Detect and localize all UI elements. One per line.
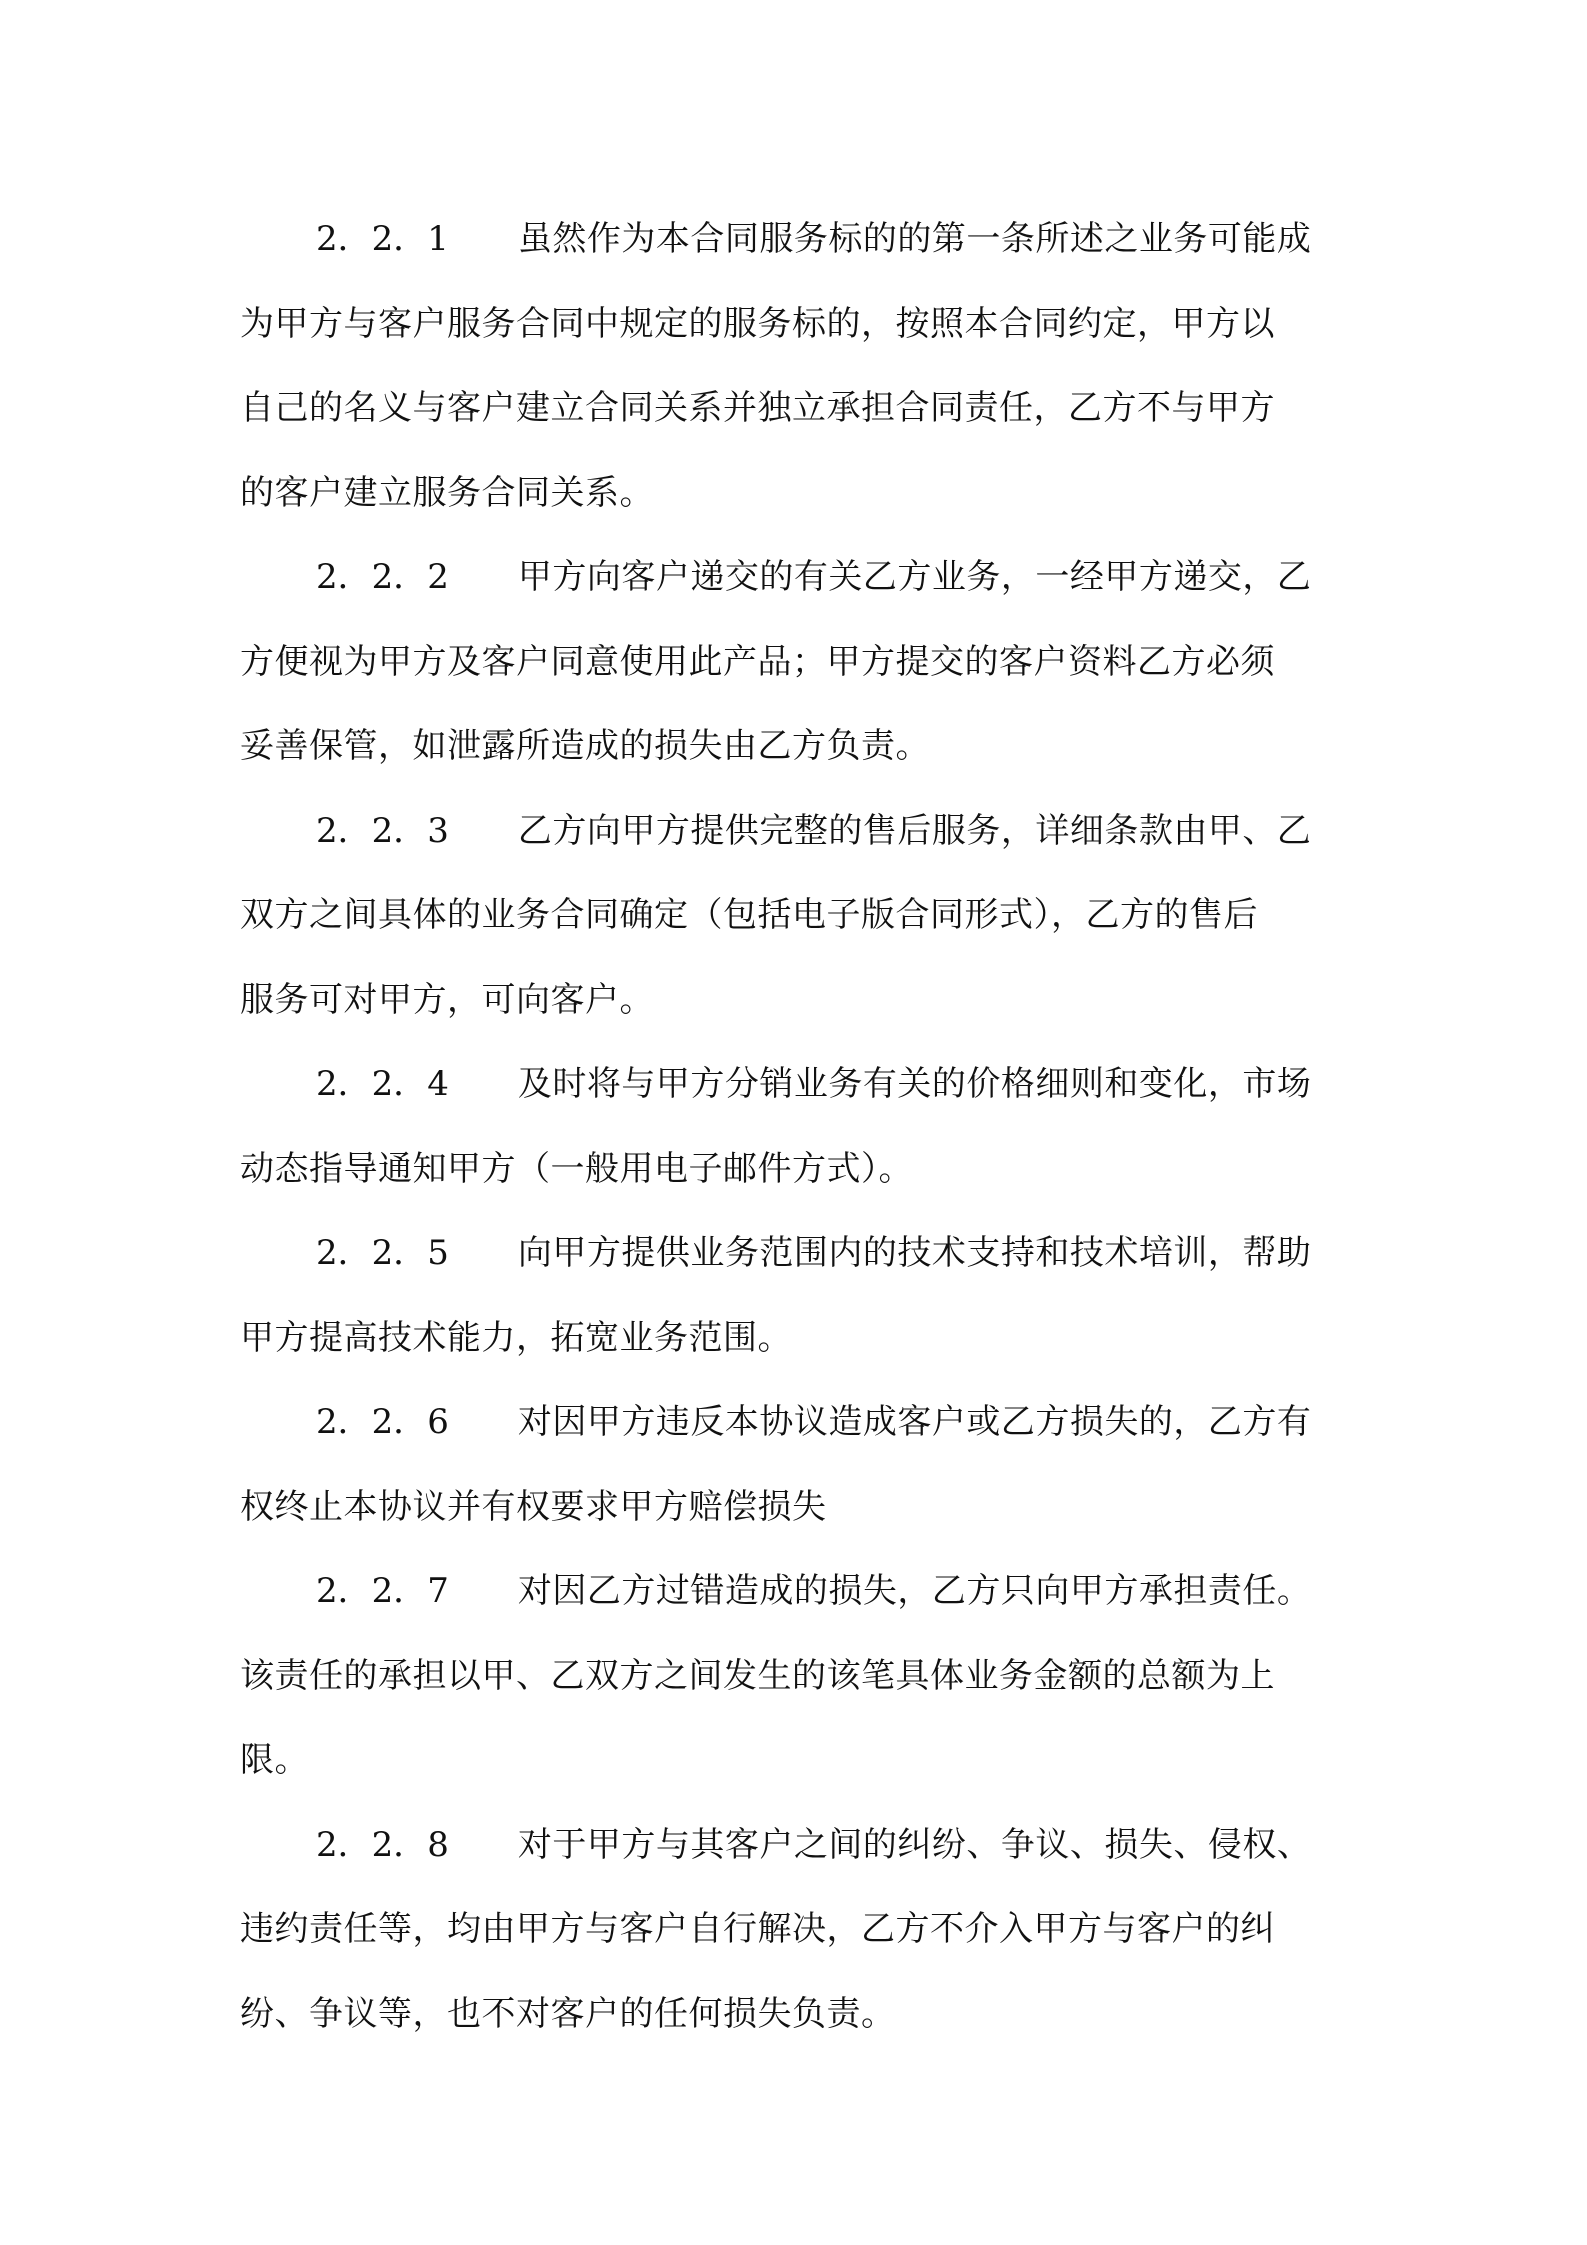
clause-text: 对因甲方违反本协议造成客户或乙方损失的，乙方有 [517,1402,1312,1442]
clause-text: 对因乙方过错造成的损失，乙方只向甲方承担责任。 [517,1571,1312,1611]
clause-number: 2．2．3 [316,810,449,851]
clause-2-2-3 [240,789,1357,1043]
clause-first-line [240,1211,1357,1296]
clause-line: 服务可对甲方，可向客户。 [240,979,654,1020]
clause-2-2-5 [240,1211,1357,1380]
clause-2-2-7 [240,1549,1357,1803]
clause-first-line [240,1042,1357,1127]
clause-line: 动态指导通知甲方（一般用电子邮件方式）。 [240,1148,913,1189]
clause-text: 向甲方提供业务范围内的技术支持和技术培训，帮助 [517,1233,1312,1273]
clause-text: 及时将与甲方分销业务有关的价格细则和变化，市场 [517,1064,1312,1104]
clause-number: 2．2．4 [316,1064,449,1104]
clause-line: 违约责任等，均由甲方与客户自行解决，乙方不介入甲方与客户的纠 [240,1909,1275,1949]
clause-2-2-8 [240,1803,1357,2057]
clause-number: 2．2．1 [316,219,449,259]
clause-first-line [240,1549,1357,1634]
clause-line: 纷、争议等，也不对客户的任何损失负责。 [240,1993,896,2034]
clause-number: 2．2．6 [316,1402,449,1442]
clause-text: 对于甲方与其客户之间的纠纷、争议、损失、侵权、 [517,1824,1312,1865]
clause-line: 双方之间具体的业务合同确定（包括电子版合同形式），乙方的售后 [240,895,1258,935]
clause-first-line [240,197,1357,282]
clause-text: 虽然作为本合同服务标的的第一条所述之业务可能成 [517,219,1312,259]
clause-line: 自己的名义与客户建立合同关系并独立承担合同责任，乙方不与甲方 [240,388,1275,428]
clause-line: 限。 [240,1740,309,1780]
clause-2-2-6 [240,1380,1357,1549]
document-body [240,197,1357,2056]
clause-line: 方便视为甲方及客户同意使用此产品；甲方提交的客户资料乙方必须 [240,641,1275,682]
clause-line: 甲方提高技术能力，拓宽业务范围。 [240,1317,792,1358]
clause-line: 的客户建立服务合同关系。 [240,472,654,513]
clause-text: 甲方向客户递交的有关乙方业务，一经甲方递交，乙 [517,557,1312,597]
clause-text: 乙方向甲方提供完整的售后服务，详细条款由甲、乙 [517,810,1312,851]
clause-2-2-2 [240,535,1357,789]
clause-first-line [240,535,1357,620]
clause-number: 2．2．7 [316,1571,449,1611]
clause-line: 权终止本协议并有权要求甲方赔偿损失 [240,1486,827,1527]
clause-2-2-4 [240,1042,1357,1211]
clause-2-2-1 [240,197,1357,535]
clause-number: 2．2．2 [316,557,449,597]
clause-number: 2．2．8 [316,1824,449,1865]
clause-first-line [240,1803,1357,1888]
clause-first-line [240,789,1357,874]
clause-line: 妥善保管，如泄露所造成的损失由乙方负责。 [240,726,930,766]
clause-line: 为甲方与客户服务合同中规定的服务标的，按照本合同约定，甲方以 [240,303,1275,344]
clause-number: 2．2．5 [316,1233,449,1273]
clause-first-line [240,1380,1357,1465]
clause-line: 该责任的承担以甲、乙双方之间发生的该笔具体业务金额的总额为上 [240,1655,1275,1696]
